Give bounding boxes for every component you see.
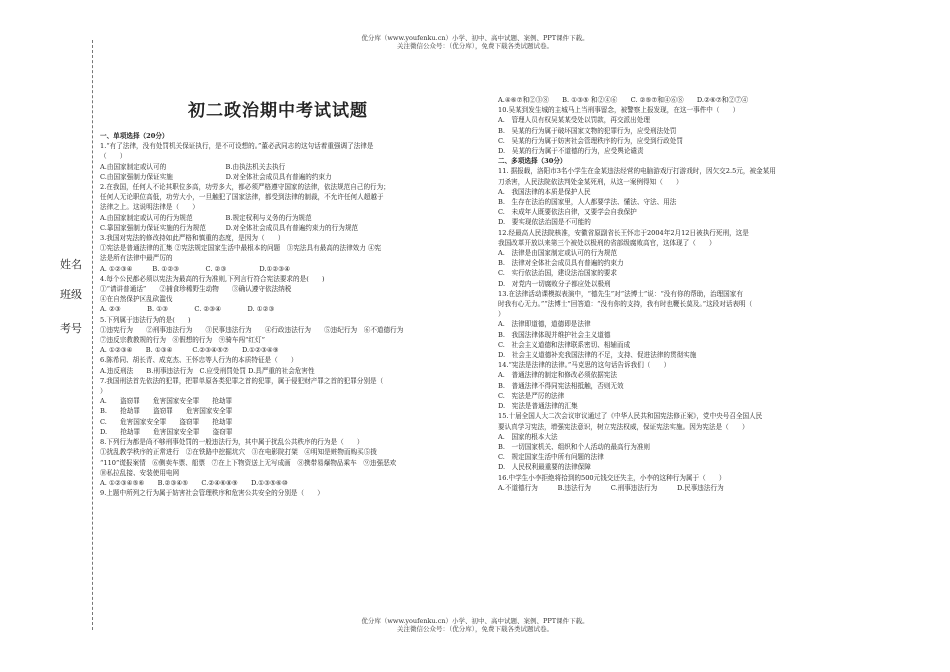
question-line: B. 吴某的行为属于破坏国家文物的犯罪行为，应受刑法处罚 [498,126,677,135]
question-line: C. 实行依法治国，建设法治国家的要求 [498,269,617,278]
question-line: D. 吴某的行为属于不道德的行为，应受舆论谴责 [498,147,644,156]
question-line: 4.每个公民都必须以宪法为最高的行为准则,下列言行符合宪法要求的是( ) [100,274,325,283]
question-line: A.④⑥⑦和②③⑧ B. ①③⑤ 和②④⑥ C. ②⑤⑦和④⑥⑧ D.②⑥⑦和②⑦④ [498,96,749,104]
question-line: 11. 据报载，洛阳市3名小学生在金某违法经营的电脑游戏厅打游戏时，因欠交2.5元，被金某用 [498,167,776,176]
binding-line [92,40,93,630]
question-line: ④在自然保护区乱砍滥伐 [100,295,173,304]
question-line: 要认真学习宪法，增强宪法意识，树立宪法权威，保证宪法实施。因为宪法是（ ） [498,422,749,431]
question-line: C. 吴某的行为属于妨害社会管理秩序的行为，应受到行政处罚 [498,136,683,145]
question-line: ①“请讲普通话” ②捕食珍稀野生动物 ③确认遵守依法纳税 [100,285,292,294]
question-line: 刀杀害，人民法院依法判处金某死刑，从这一案例得知（ ） [498,177,683,186]
question-line: C. 宪法是严厉的法律 [498,391,565,400]
question-line: D. 抢劫罪 危害国家安全罪 盗窃罪 [100,427,233,436]
name-field-label: 姓名 [60,258,82,271]
question-line: ） [498,310,505,319]
question-line: 2.在我国，任何人不论其职位多高，功劳多大，都必须严格遵守国家的法律，依法规范自己的行为； [100,183,390,192]
question-line: C. 社会主义道德和法律联系密切、相辅而成 [498,340,631,349]
question-line: 9.上题中所列之行为属于妨害社会管理秩序和危害公共安全的分别是（ ） [100,489,324,498]
question-line: B. 法律对全体社会成员具有普遍的约束力 [498,259,624,268]
question-line: A. 法律即道德，道德即是法律 [498,320,591,329]
question-line: C.靠国家强制力保证实施的行为规范 D.对全体社会成员具有普遍约束力的行为规范 [100,223,359,232]
question-line: ①违宪行为 ②刑事违法行为 ③民事违法行为 ④行政违法行为 ⑤违纪行为 ⑥不道德行为 [100,325,404,334]
question-line: 3.我国对宪法的修改持如此严格和慎重的态度，是因为（ ） [100,234,285,243]
question-line: C.由国家强制力保证实施 D.对全体社会成员具有普遍的约束力 [100,172,332,181]
question-line: A. 盗窃罪 危害国家安全罪 抢劫罪 [100,397,233,406]
question-line: 7.我国刑法首先依法的犯罪，把罪单原各类犯罪之首的犯罪，属于侵犯财产罪之首的犯罪分别是（ [100,376,384,385]
question-line: D. 社会主义道德补充我国法律的不足，支持、促进法律的贯彻实施 [498,351,697,360]
question-line: 13.在法律活动课模拟表演中，“德先生”对“法博士”说：“没有你的帮助，治理国家有 [498,289,743,298]
question-line: D. 宪法是普通法律的汇集 [498,402,578,411]
question-line: B. 抢劫罪 盗窃罪 危害国家安全罪 [100,407,233,416]
header-line-2: 关注微信公众号：（优分库），免费下载各类试题试卷。 [397,42,553,50]
question-line: B. 普通法律不得同宪法相抵触，否则无效 [498,381,624,390]
question-line: 时我有心无力。”“法博士”回答道：“没有你的支持，我有时也鞭长莫及。”这段对话表明（ [498,300,753,309]
question-line: C. 危害国家安全罪 盗窃罪 抢劫罪 [100,417,233,426]
question-line: A.由国家制定或认可的行为规范 B.规定权利与义务的行为规范 [100,213,312,222]
page-title: 初二政治期中考试试题 [188,101,368,121]
question-line: 法是所有法律中最严厉的 [100,254,173,263]
question-line: A. ②③ B. ①③ C. ②③④ D. ①②③ [100,305,275,314]
question-line: 6.陈希同、胡长青、成克杰、王怀忠等人行为的本质特征是（ ） [100,356,298,365]
header-line-1: 优分库（www.youfenku.cn）小学、初中、高中试题、案例、PPT课件下载。 [361,34,589,42]
question-line: D. 人民权利最重要的法律保障 [498,463,591,472]
question-line: A. 我国法律的本质是保护人民 [498,187,591,196]
right-column [498,95,870,493]
question-line: 我国改革开放以来第三个被处以极刑的省部级腐败高官，这体现了（ ） [498,238,716,247]
question-line: 15.十届全国人大二次会议审议通过了《中华人民共和国宪法修正案》，党中央号召全国人民 [498,412,763,421]
question-line: ⑦违反宗教教规的行为 ⑧假想的行为 ⑨骑车闯“红灯” [100,336,265,345]
question-line: 任何人无论职位高低，功劳大小，一旦触犯了国家法律，都受到法律的制裁，不允许任何人超越于 [100,193,384,202]
left-column [100,131,472,498]
question-line: A. ①②③④⑤⑥ B.②③④⑤ C.②④⑥⑧⑨ D.①③⑤⑥⑩ [100,478,288,487]
question-line: C. 规定国家生活中所有问题的法律 [498,453,604,462]
section-heading: 一、单项选择（20分） [100,132,169,140]
question-line: A. 国家的根本大法 [498,432,558,441]
question-line: （ ） [100,152,127,161]
question-line: 1.“有了法律，没有处罚机关保证执行，是不可设想的。”董必武同志的这句话着重强调了法律是 [100,142,374,151]
question-line: 法律之上。这说明法律是（ ） [100,203,199,212]
question-line: 14.“宪法是法律的法律。”马克思的这句话告诉我们（ ） [498,361,671,370]
question-line: A.由国家制定或认可的 B.由执法机关去执行 [100,162,286,171]
question-line: 16.中学生小李拒绝将拾到的500元钱交还失主，小李的这种行为属于（ ） [498,473,726,482]
question-line: 12.经最高人民法院核准，安徽省原副省长王怀忠于2004年2月12日被执行死刑，这是 [498,228,749,237]
question-line: B. 我国法律体现并维护社会主义道德 [498,330,611,339]
footer-line-1: 优分库（www.youfenku.cn）小学、初中、高中试题、案例、PPT课件下载。 [361,617,589,625]
question-line: ⑩私拉乱接、安装使用电网 [100,468,180,477]
page-footer [0,617,950,633]
section-heading: 二、多项选择（30分） [498,157,567,166]
question-line: C. 未成年人既要依法自律，又要学会自我保护 [498,208,637,217]
question-line: A. 管理人员有权吴某某受处以罚款，再交派出处理 [498,116,650,125]
exam-number-field-label: 考号 [60,322,82,335]
question-line: 8.下列行为都是尚不够刑事处罚的一般违法行为，其中属于扰乱公共秩序的行为是（ ） [100,438,364,447]
class-field-label: 班级 [60,288,82,301]
question-line: B. 生存在法治的国家里，人人都要学法、懂法、守法、用法 [498,198,677,207]
question-line: “110”谎报案情 ⑥侧卖车票、船票 ⑦在上下物资送上无写成画 ⑧携带易爆物品乘车 ⑨违强恶欢 [100,458,397,467]
question-line: D. 对党内一切腐败分子都应处以极刑 [498,279,611,288]
question-line: D. 要实现依法治国是不可能的 [498,218,591,227]
question-line: A.不道德行为 B.违法行为 C.刑事违法行为 D.民事违法行为 [498,483,724,492]
question-line: A. ①②③④ B. ①③④ C.②③④⑤⑦ D.①②③④⑨ [100,346,279,355]
question-line: A.违反刑法 B.刑事违法行为 C.应受刑罚处罚 D.具严重的社会危害性 [100,366,315,375]
question-line: ） [100,387,107,396]
question-line: A. ①②③④ B. ①②③ C. ②③ D.①②③④ [100,264,291,273]
question-line: A. 普通法律的制定和修改必须依据宪法 [498,371,617,380]
question-line: ①扰乱教学秩序的正常进行 ②在铁路中挖掘坑穴 ③在电影院打架 ④明知是赃物而购买⑤拨 [100,448,377,457]
question-line: B. 一切国家机关、组织和个人活动的最高行为准则 [498,442,651,451]
question-line: A. 法律是由国家制定或认可的行为规范 [498,249,617,258]
question-line: ①宪法是普通法律的汇集 ②宪法规定国家生活中最根本的问题 ③宪法具有最高的法律效力 ④宪 [100,244,382,253]
question-line: 5.下列属于违法行为的是( ) [100,315,191,324]
question-line: 10.吴某到发生城的主城马上当刑事留念，被警察上报发现，在这一事件中（ ） [498,106,740,115]
footer-line-2: 关注微信公众号：（优分库），免费下载各类试题试卷。 [397,625,553,633]
page-header [0,34,950,50]
